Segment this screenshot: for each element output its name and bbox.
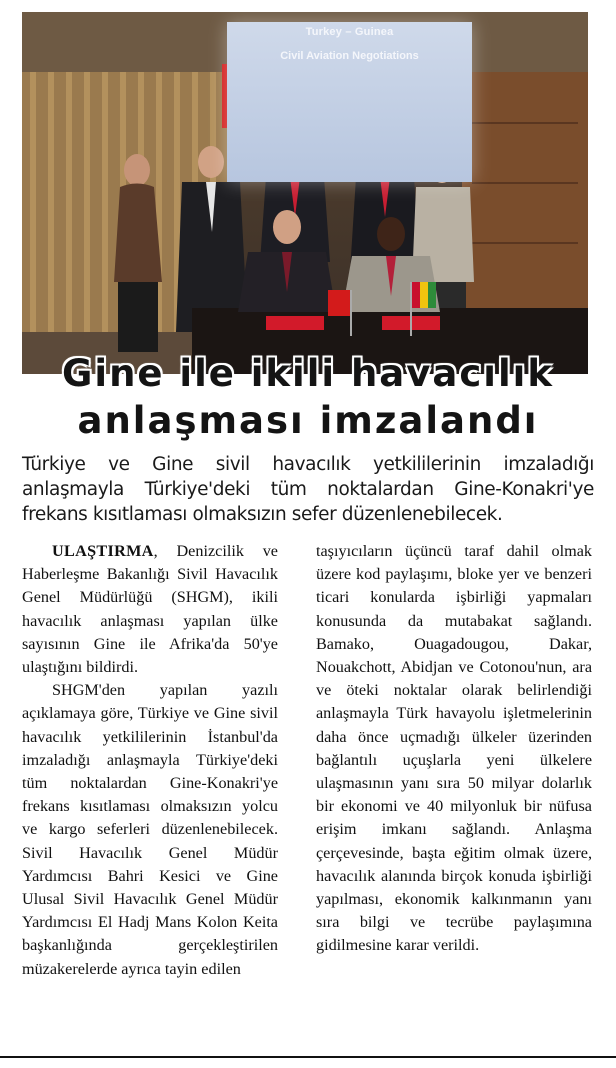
article-deck: Türkiye ve Gine sivil havacılık yetkililerinin imzaladığı anlaşmayla Türkiye'deki tüm noktalardan Gine-Konakri'ye frekans kısıtlaması olmaksızın sefer düzenlenebilecek.	[22, 454, 594, 525]
signing-folder	[266, 316, 324, 330]
article-paragraph: SHGM'den yapılan yazılı açıklamaya göre, Türkiye ve Gine sivil havacılık yetkililerinin İstanbul'da imzaladığı anlaşmayla Türkiye'deki tüm noktalardan Gine-Konakri'ye frekans kısıtlaması olmaksızın yolcu ve kargo seferleri düzenlenebilecek. Sivil Havacılık Genel Müdür Yardımcısı Bahri Kesici ve Gine Ulusal Sivil Havacılık Genel Müdür Yardımcısı El Hadj Mans Kolon Keita başkanlığında gerçekleştirilen müzakerelerde ayrıca tayin edilen	[22, 681, 278, 978]
article-paragraph	[22, 540, 278, 679]
article-column-right	[316, 540, 592, 958]
article-lead-word: ULAŞTIRMA	[52, 542, 154, 560]
article-paragraph: taşıyıcıların üçüncü taraf dahil olmak üzere kod paylaşımı, bloke yer ve benzeri ticari konularda işbirliği yapmaları konusunda da mutabakat sağlandı. Bamako, Ouagadougou, Dakar, Nouakchott, Abidjan ve Cotonou'nun, ara ve öteki noktalar olarak belirlendiği anlaşmayla Türk havayolu işletmelerinin daha önce uçmadığı ülkeler üzerinden bağlantılı uçuşlarla yeni ülkelere ulaşmasının yanı sıra 50 milyar dolarlık bir ekonomi ve 40 milyonluk bir nüfusa erişim imkanı sağlandı. Anlaşma çerçevesinde, başta eğitim olmak üzere, havacılık alanında birçok konuda işbirliği yapılması, ekonomik kalkınmanın yanı sıra bilgi ve tecrübe paylaşımına gidilmesine karar verildi.	[316, 542, 592, 955]
projection-title: Turkey – Guinea	[305, 26, 394, 38]
article-paragraph-text: , Denizcilik ve Haberleşme Bakanlığı Sivil Havacılık Genel Müdürlüğü (SHGM), ikili havacılık anlaşması yapılan ülke sayısının Gine ile Afrika'da 50'ye ulaştığını bildirdi.	[22, 542, 278, 677]
projection-screen	[227, 22, 472, 182]
headline-line-1: Gine ile ikili havacılık	[62, 352, 554, 395]
bottom-rule	[0, 1056, 616, 1058]
projection-subtitle: Civil Aviation Negotiations	[280, 50, 419, 62]
signing-ceremony-photo	[22, 12, 588, 374]
article-column-left	[22, 540, 278, 981]
headline-line-2: anlaşması imzalandı	[77, 399, 539, 442]
